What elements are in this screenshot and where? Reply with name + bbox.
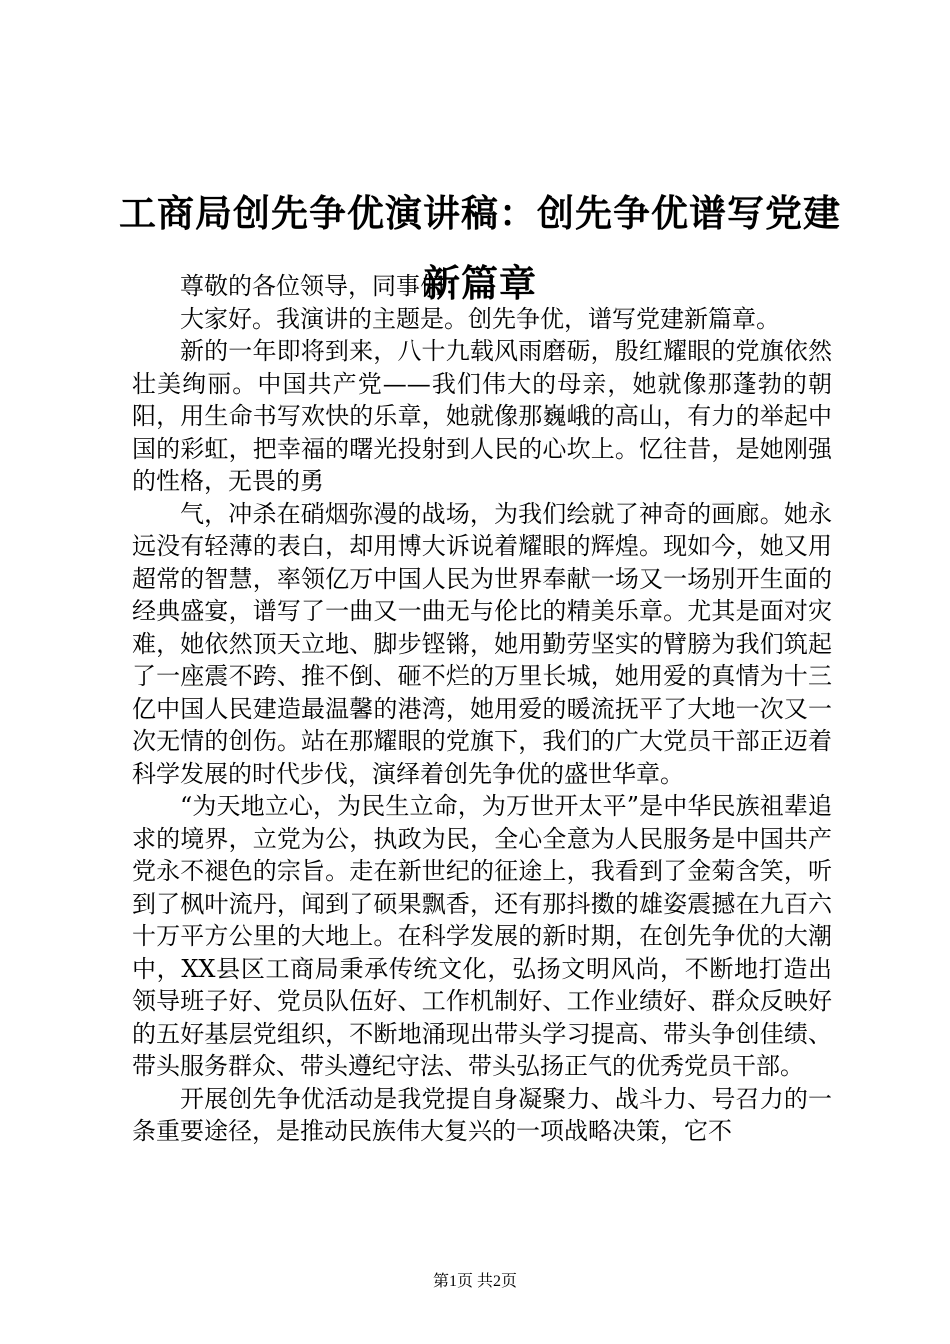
paragraph-salutation: 尊敬的各位领导，同事们： — [180, 272, 468, 300]
paragraph-new-year: 新的一年即将到来，八十九载风雨磨砺，殷红耀眼的党旗依然壮美绚丽。中国共产党——我们伟大的母亲，她就像那蓬勃的朝阳，用生命书写欢快的乐章，她就像那巍峨的高山，有力的举起中国的彩虹，把幸福的曙光投射到人民的心坎上。忆往昔，是她刚强的性格，无畏的勇 — [132, 337, 832, 495]
paragraph-greeting: 大家好。我演讲的主题是。创先争优，谱写党建新篇章。 — [180, 304, 780, 333]
paragraph-mission: “为天地立心，为民生立命，为万世开太平”是中华民族祖辈追求的境界，立党为公，执政为民，全心全意为人民服务是中国共产党永不褪色的宗旨。走在新世纪的征途上，我看到了金菊含笑，听到了枫叶流丹，闻到了硕果飘香，还有那抖擞的雄姿震撼在九百六十万平方公里的大地上。在科学发展的新时期，在创先争优的大潮中，XX县区工商局秉承传统文化，弘扬文明风尚，不断地打造出领导班子好、党员队伍好、工作机制好、工作业绩好、群众反映好的五好基层党组织，不断地涌现出带头学习提高、带头争创佳绩、带头服务群众、带头遵纪守法、带头弘扬正气的优秀党员干部。 — [132, 792, 832, 1080]
document-body — [132, 270, 832, 1148]
paragraph-courage: 气，冲杀在硝烟弥漫的战场，为我们绘就了神奇的画廊。她永远没有轻薄的表白，却用博大诉说着耀眼的辉煌。现如今，她又用超常的智慧，率领亿万中国人民为世界奉献一场又一场别开生面的经典盛宴，谱写了一曲又一曲无与伦比的精美乐章。尤其是面对灾难，她依然顶天立地、脚步铿锵，她用勤劳坚实的臂膀为我们筑起了一座震不跨、推不倒、砸不烂的万里长城，她用爱的真情为十三亿中国人民建造最温馨的港湾，她用爱的暖流抚平了大地一次又一次无情的创伤。站在那耀眼的党旗下，我们的广大党员干部正迈着科学发展的时代步伐，演绎着创先争优的盛世华章。 — [132, 499, 832, 788]
page-number-footer: 第1页 共2页 — [432, 1273, 517, 1290]
paragraph-activity: 开展创先争优活动是我党提自身凝聚力、战斗力、号召力的一条重要途径，是推动民族伟大复兴的一项战略决策，它不 — [132, 1084, 832, 1145]
document-title: 工商局创先争优演讲稿：创先争优谱写党建新篇章 — [119, 191, 841, 305]
